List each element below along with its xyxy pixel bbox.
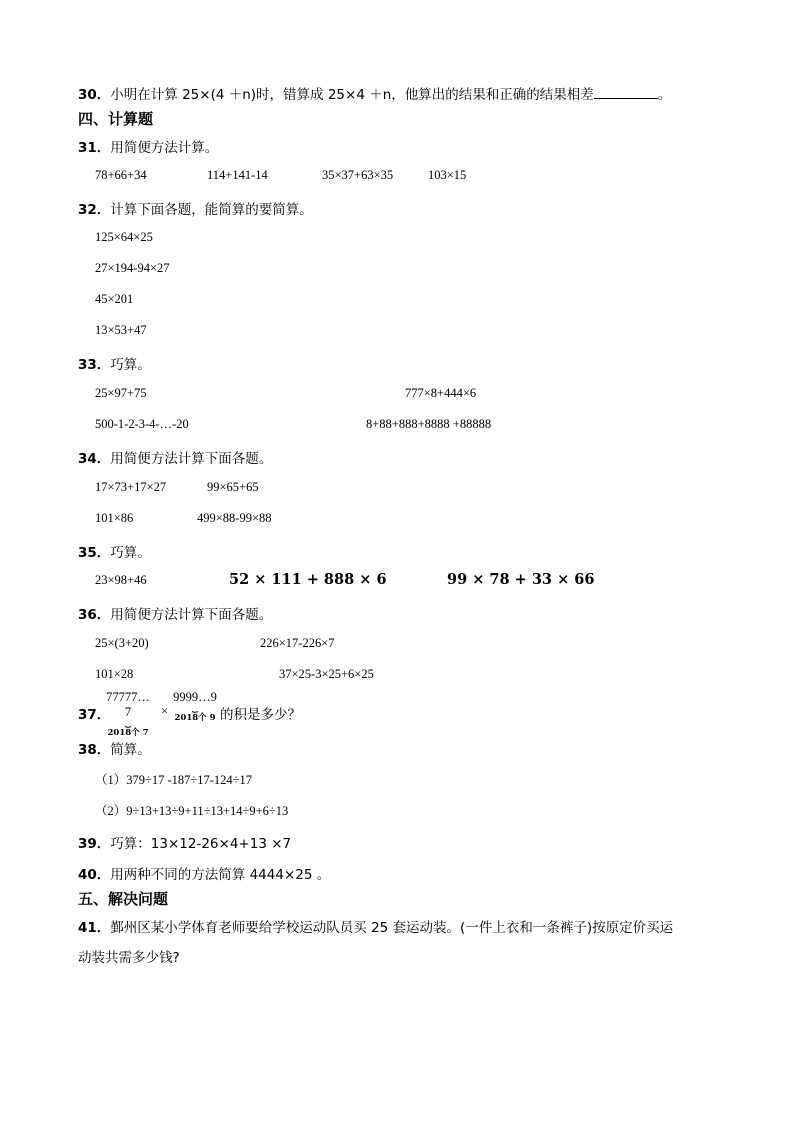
question-text: 用简便方法计算。 bbox=[110, 140, 219, 156]
question-33 bbox=[78, 353, 151, 373]
question-text: 小明在计算 25×(4 ＋n)时，错算成 25×4 ＋n，他算出的结果和正确的结果相差 bbox=[110, 87, 594, 103]
question-39 bbox=[78, 832, 291, 852]
count-label: 2018个 9 bbox=[174, 713, 216, 723]
question-number: 37． bbox=[78, 707, 111, 723]
answer-blank[interactable] bbox=[594, 86, 658, 99]
repeated-seven-number bbox=[104, 690, 152, 738]
question-number: 40． bbox=[78, 867, 111, 883]
question-text: 用两种不同的方法简算 4444×25 。 bbox=[110, 867, 331, 883]
question-number: 31． bbox=[78, 140, 111, 156]
question-number: 41． bbox=[78, 920, 111, 936]
question-text: 巧算。 bbox=[110, 545, 151, 561]
question-41 bbox=[78, 916, 673, 936]
expression: 99×65+65 bbox=[207, 480, 259, 494]
repeated-nine-number bbox=[170, 690, 220, 723]
number-sevens: 77777…7 bbox=[106, 690, 150, 719]
question-number: 34． bbox=[78, 451, 111, 467]
expression: （2）9÷13+13÷9+11÷13+14÷9+6÷13 bbox=[95, 804, 289, 818]
expression: 226×17-226×7 bbox=[260, 636, 335, 650]
expression: 499×88-99×88 bbox=[197, 511, 272, 525]
question-number: 39． bbox=[78, 836, 111, 852]
expression: 125×64×25 bbox=[95, 230, 153, 244]
question-38 bbox=[78, 738, 151, 758]
question-35 bbox=[78, 541, 151, 561]
expression: 114+141-14 bbox=[207, 168, 268, 182]
question-text-end: 。 bbox=[657, 87, 672, 103]
section-heading-5: 五、解决问题 bbox=[78, 890, 169, 908]
question-31 bbox=[78, 136, 218, 156]
expression: 52 × 111 + 888 × 6 bbox=[229, 571, 387, 588]
question-number: 38． bbox=[78, 742, 111, 758]
expression: 777×8+444×6 bbox=[405, 386, 477, 400]
underbrace-icon: ⏟ bbox=[192, 702, 198, 713]
question-text: 的积是多少？ bbox=[220, 707, 301, 723]
question-30 bbox=[78, 83, 671, 103]
question-text: 计算下面各题，能简算的要简算。 bbox=[110, 202, 313, 218]
expression: 25×(3+20) bbox=[95, 636, 149, 650]
section-heading-4: 四、计算题 bbox=[78, 110, 154, 128]
expression: 8+88+888+8888 +88888 bbox=[366, 417, 492, 431]
question-text: 简算。 bbox=[110, 742, 151, 758]
expression: 35×37+63×35 bbox=[322, 168, 394, 182]
expression: 103×15 bbox=[428, 168, 467, 182]
count-label: 2018个 7 bbox=[107, 728, 149, 738]
question-32 bbox=[78, 198, 313, 218]
expression: 17×73+17×27 bbox=[95, 480, 167, 494]
question-text: 用简便方法计算下面各题。 bbox=[110, 607, 273, 623]
question-number: 35． bbox=[78, 545, 111, 561]
question-text-line-2: 动装共需多少钱? bbox=[78, 950, 180, 966]
question-40 bbox=[78, 863, 330, 883]
expression: 101×86 bbox=[95, 511, 134, 525]
question-36 bbox=[78, 603, 272, 623]
expression: （1）379÷17 -187÷17-124÷17 bbox=[95, 773, 253, 787]
expression: 45×201 bbox=[95, 292, 134, 306]
underbrace-icon: ⏟ bbox=[125, 717, 131, 728]
question-text: 巧算：13×12-26×4+13 ×7 bbox=[110, 836, 292, 852]
expression: 37×25-3×25+6×25 bbox=[279, 667, 374, 681]
question-text: 用简便方法计算下面各题。 bbox=[110, 451, 273, 467]
expression: 13×53+47 bbox=[95, 323, 147, 337]
expression: 101×28 bbox=[95, 667, 134, 681]
question-number: 30． bbox=[78, 87, 111, 103]
times-sign: × bbox=[161, 704, 169, 718]
expression: 500-1-2-3-4-…-20 bbox=[95, 417, 189, 431]
question-number: 32． bbox=[78, 202, 111, 218]
question-text-line-1: 鄞州区某小学体育老师要给学校运动队员买 25 套运动装。(一件上衣和一条裤子)按原定价买运 bbox=[110, 920, 674, 936]
question-number: 36． bbox=[78, 607, 111, 623]
question-number: 33． bbox=[78, 357, 111, 373]
expression: 27×194-94×27 bbox=[95, 261, 170, 275]
expression: 23×98+46 bbox=[95, 573, 147, 587]
expression: 99 × 78 + 33 × 66 bbox=[447, 571, 595, 588]
question-34 bbox=[78, 447, 272, 467]
number-nines: 9999…9 bbox=[173, 690, 217, 704]
expression: 25×97+75 bbox=[95, 386, 147, 400]
expression: 78+66+34 bbox=[95, 168, 147, 182]
question-text: 巧算。 bbox=[110, 357, 151, 373]
